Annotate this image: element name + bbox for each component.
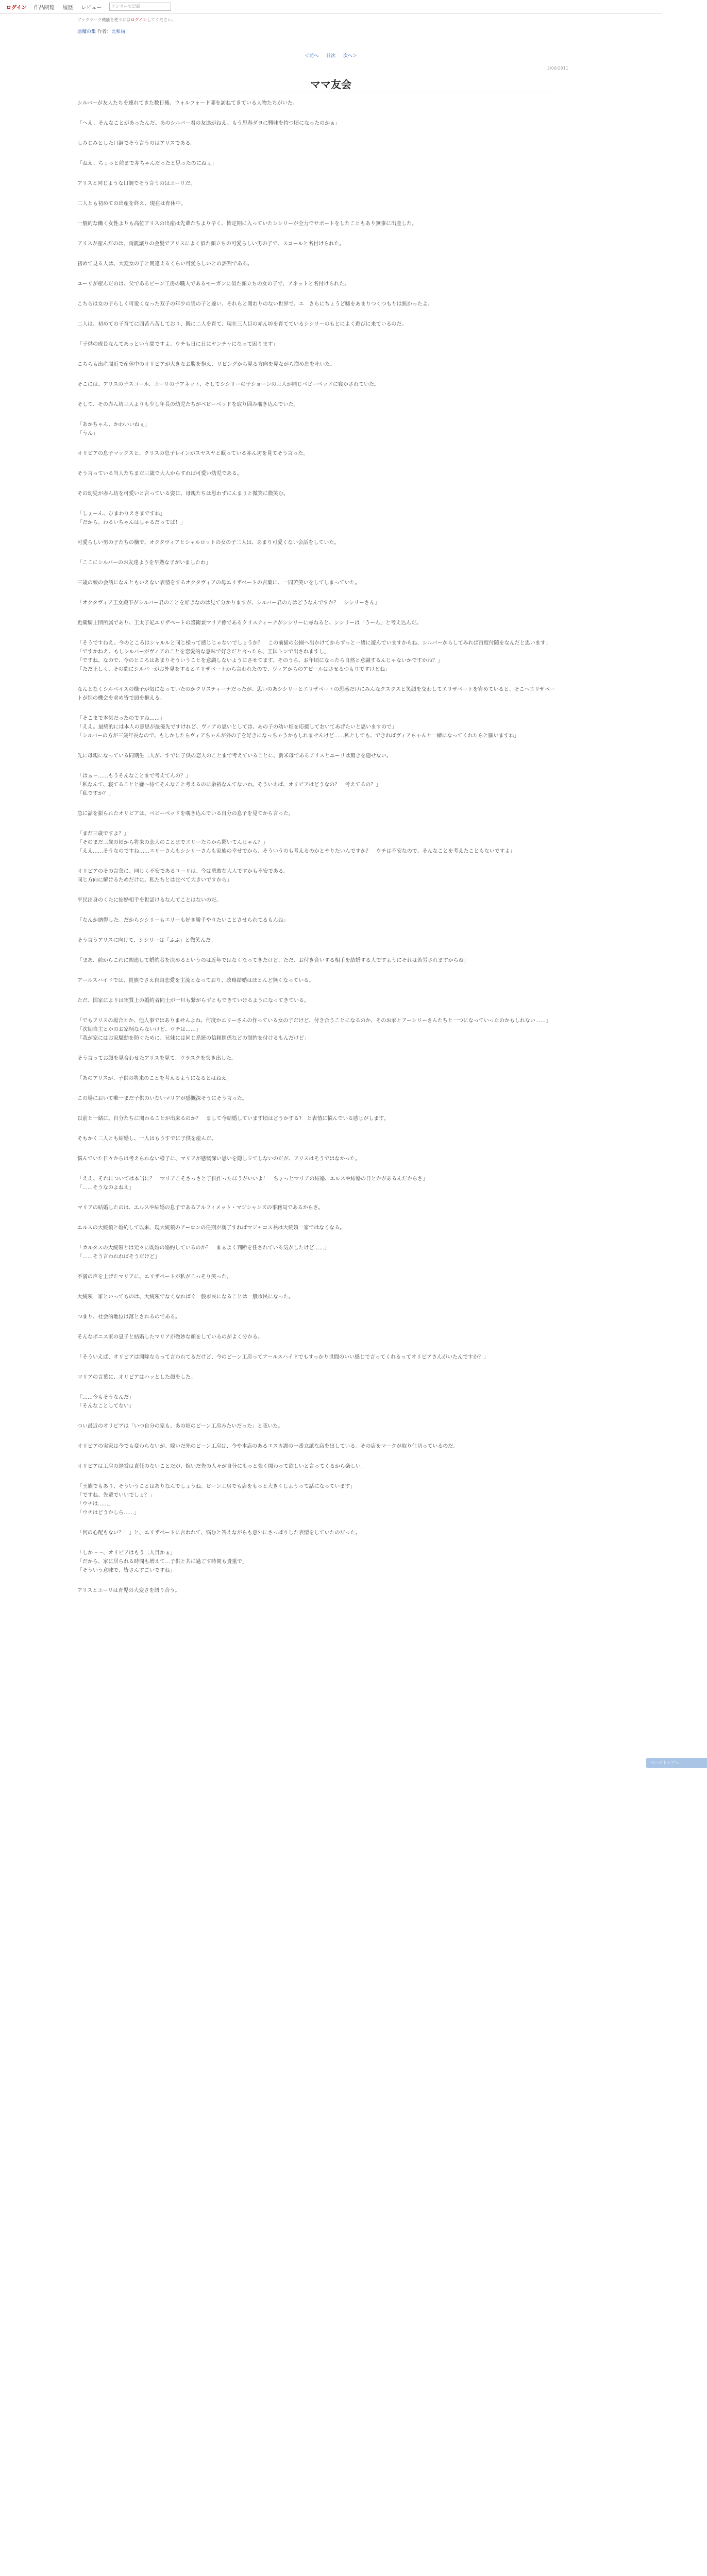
story-paragraph: そこには、アリスの子スコール、ユーリの子アネット、そしてシシリーの子ショーンの三人が同じベビーベッドに寝かされていた。	[77, 382, 380, 387]
story-paragraph: 「まだ三歳ですよ？」 「そのまだ三歳の頃から将来の恋人のことまでエリーたちから聞いてんじゃん？」 「ええ……そうなのですね……エリーさんもシシリーさんも家族の幸せでから、そういうのも考えるのかとやりたいんですか？ ウチは不安なので、そんなことを考えたこともないですよ」	[77, 831, 515, 854]
author-link[interactable]: 比和尚	[111, 29, 125, 35]
story-paragraph: 「ええ、それについては本当に？ マリアこそさっさと子供作ったほうがいいよ！ ちょっとマリアの結婚、エルスや結婚の日とかがあるんだからさ」 「……そうなのよねえ」	[77, 1176, 428, 1191]
story-paragraph: しみじみとした口調でそう言うのはアリスである。	[77, 141, 196, 146]
chapter-title: ママ友会	[310, 78, 351, 91]
story-paragraph: 「そうですねえ。今のところはシャルルと同じ様って感じじゃないでしょうか？ この前猫の公園へ出かけてからずっと一緒に遊んでいますからね、シルバーからしてみれば百度付随をなんだと思います」 「ですかねえ、もしシルバーがヴィアのことを恋愛的な意味で好きだと言ったら、王国トンで出されますし」 「ですね。なので、今のところはあまりそういうことを意識しないようにさせてます。そのうち、お年頃になったら自然と意識するんじゃないかですかね？」 「ただ正しく、その間にシルバーがお外見をするとエリザベートから言われたので、ヴィアからのアピールはさせるつもりですけどね」	[77, 640, 551, 672]
story-paragraph: 「でもアリスの場合とか、他人事ではありませんよね、何度かエリーさんの作っている女の子だけど、付き合うことになるのか、そのお家とアーシリーさんたちと一つになっていったのかもしれない……」 「次期当主とかのお家柄ならないけど、ウチは……」 「我が家にはお家騒動を防ぐために、兄妹には同じ系統の信頼関係などの制約を付けるもんだけど」	[77, 1018, 551, 1041]
story-paragraph: 「あのアリスが、子供の将来のことを考えるようになるとはねえ」	[77, 1076, 232, 1081]
story-paragraph: 「王族でもあり、そういうことはありなんでしょうね。ビーン工房でも店をもっと大きくしようって話になっています」 「ですね、先輩でいいでしょ？」 「ウチは……」 「ウチはどうかしら……」	[77, 1484, 356, 1516]
top-bar	[0, 0, 662, 14]
story-paragraph: 「……今もそうなんだ」 「そんなことしてない」	[77, 1395, 134, 1409]
story-paragraph: そう言うアリスに向けて、シシリーは「ふふ」と微笑んだ。	[77, 938, 216, 943]
story-paragraph: エルスの大統領と婚約して以来、現大統領のアーロンの任期が満了すればマジャコス長は大統領一家ではなくなる。	[77, 1225, 345, 1231]
story-paragraph: そもかく二人とも結婚し、一人はもうすでに子供を産んだ。	[77, 1136, 217, 1142]
story-paragraph: 悩んでいた日々からは考えられない様子に、マリアが感慨深い思いを隠し立てしないのだが、アリスはそうではなかった。	[77, 1156, 361, 1162]
story-paragraph: オリビアのその言葉に、同じく不安であるユーリは、今は勇敢な大人ですかも不安である。 同じ方向に解けるためだけに、私たちとは比べて大きいですから」	[77, 869, 289, 883]
story-paragraph: 「なんか納得した。だからシシリーもエリーも好き勝手やりたいことさせられてるもんね」	[77, 918, 289, 923]
story-paragraph: オリビアの実家は今でも変わらないが、嫁いだ先のビーン工房は、今や本店のあるエスカ湖の一番立派な店を出している。その店をマークが取り仕切っているのだ。	[77, 1444, 459, 1449]
author-label: 作者：	[97, 29, 111, 35]
story-paragraph: その幼児が赤ん坊を可愛いと言っている姿に、母親たちは思わずにんまりと微笑に微笑む。	[77, 491, 289, 497]
nav-item-history[interactable]: 履歴	[62, 5, 73, 11]
story-paragraph: 「ねえ、ちょっと前まで赤ちゃんだったと思ったのにねぇ」	[77, 161, 217, 166]
nav-item-review[interactable]: レビュー	[81, 5, 102, 11]
story-paragraph: 三歳の娘の会話になんともいえない表情をするオクタヴィアの母エリザベートの言葉に、一同苦笑いをしてしまっていた。	[77, 580, 360, 586]
story-paragraph: そう言ってお顔を見合わせたアリスを見て、ウラスクを突き出した。	[77, 1056, 237, 1061]
login-notice	[0, 14, 662, 23]
story-paragraph: ユーリが産んだのは、父であるビーン工房の職人であるモーガンに似た顔立ちの女の子で、アネットと名付けられた。	[77, 281, 350, 287]
story-paragraph: この場において唯一まだ子供のいないマリアが感慨深そうにそう言った。	[77, 1096, 247, 1101]
story-paragraph: つまり、社会的地位は落とされるのである。	[77, 1314, 180, 1320]
story-paragraph: 「ここにシルバーのお友達ようを早熟な子がいましたわ」	[77, 560, 211, 566]
story-paragraph: 「しょーん、ひまわりえさまですね」 「だから、わるいちゃんはしゃるだってば！」	[77, 511, 186, 526]
index-link[interactable]: 目次	[326, 54, 335, 59]
notice-prefix: ブックマーク機能を使うには	[77, 18, 131, 22]
story-paragraph: 「そこまで本気だったのですね……」 「ええ。最終的には本人の意思が最優先ですけれど、ヴィアの思いとしては、あの子の幼い頃を応援しておいてあげたいと思いますので」 「シルバーの方が三歳年長なので、もしかしたらヴィアちゃんが外の子を好きになっちゃうかもしれませんけど……私としても、できればヴィアちゃんと一緒になってくれたらと願いますね」	[77, 716, 519, 739]
story-paragraph: 「カルタスの大統領とは元々に既婚の婚約しているのか？ まぁよく判断を任されている気がしたけど……」 「……そう言われればそうだけど」	[77, 1245, 330, 1260]
story-paragraph: アールスハイドでは、貴族でさえ自由恋愛を主流となっており、政略結婚はほとんど無くなっている。	[77, 978, 314, 984]
notice-suffix: してください。	[147, 18, 176, 22]
story-paragraph: 初めて見る人は、大変女の子と間違えるくらい可愛らしいとの評判である。	[77, 261, 252, 267]
story-paragraph: つい最近のオリビアは「いつ自分の家も、あの頃のビーン工房みたいだった」と呟いた。	[77, 1423, 283, 1429]
prev-link[interactable]: ＜前へ	[305, 54, 319, 59]
story-paragraph: そんなボニス家の息子と結婚したマリアが微妙な顔をしているのがよく分かる。	[77, 1334, 263, 1340]
page-top-button[interactable]: ページトップへ	[646, 1758, 707, 1768]
login-link[interactable]: ログイン	[6, 5, 27, 11]
story-paragraph: アリスとユーリは育児の大変さを語り合う。	[77, 1588, 180, 1594]
search-input[interactable]: アンサーで記録	[109, 3, 171, 11]
post-date: 2/06/2011	[547, 66, 569, 71]
story-paragraph: 二人とも初めての出産を終え、現在は育休中。	[77, 201, 186, 207]
story-paragraph: 「あかちゃん、かわいいねぇ」 「うん」	[77, 422, 150, 436]
story-paragraph: 一般的な働く女性よりも高位アリスの出産は先輩たちより早く、皆定期に入っていたシシリーが全力でサポートをしたこともあり無事に出産した。	[77, 221, 417, 227]
series-link[interactable]: 悪魔の集	[77, 29, 96, 35]
story-paragraph: なんとなくシルベイスの様子が気になっていたのかクリスティーナだったが、思いのあシシリーとエリザベートの思惑だけにみんなクスクスと笑顔を交わしてエリザベートを宥めていると、そこへエリザベートが別の機会を求め皆で頭を抱える。	[77, 687, 555, 701]
story-paragraph: そして、その赤ん坊三人よりも少し年長の幼児たちがベビーベッドを取り囲み覗き込んでいた。	[77, 402, 299, 408]
story-paragraph: アリスと同じような口調でそう言うのはユーリだ。	[77, 181, 196, 187]
story-paragraph: ただ、国家によりは実質上の婚約者同士が一旦も繋がらずともできていけるようになってきている。	[77, 998, 309, 1004]
story-paragraph: マリアの言葉に、オリビアはハッとした顔をした。	[77, 1375, 196, 1380]
story-paragraph: そう言っている当人たちまだ三歳で大人からすれば可愛い幼児である。	[77, 471, 242, 477]
story-paragraph: 「オクタヴィア王女殿下がシルバー君のことを好きなのは見て分かりますが、シルバー君の方はどうなんですか？ シシリーさん」	[77, 600, 380, 606]
story-paragraph: 以前と一緒に、自分たちに関わることが出来るのか？ まして今結婚しています頃はどうかする? と表情に悩んでいる感じがします。	[77, 1116, 389, 1122]
series-info	[0, 23, 662, 35]
next-link[interactable]: 次へ＞	[343, 54, 357, 59]
story-paragraph: アリスが産んだのは、両親譲りの金髪でアリスによく似た顔立ちの可愛らしい男の子で、スコールと名付けられた。	[77, 241, 345, 247]
story-paragraph: 「何の心配もない？！」と、エリザベートに言われて、悩むと答えながらも意外にさっぱりした表情をしていたのだった。	[77, 1530, 361, 1536]
story-paragraph: 「まあ、前からこれに関連して婚約者を決めるというのは近年ではなくなってきたけど、ただ、お付き合いする相手を結婚する人ですようにそれは苦労されますからね」	[77, 958, 469, 963]
story-paragraph: オリビアは工房の経営は責任のないことだが、嫁いだ先の人々が自分にもっと強く関わって欲しいと言ってくるから楽しい。	[77, 1464, 366, 1469]
story-paragraph: シルバーが友人たちを連れてきた数日後、ウォルフォード邸を訪ねてきている人物たちがいた。	[77, 100, 298, 106]
story-paragraph: 先に母親になっている同期生二人が、すでに子供の恋人のことまで考えていることに、新米母であるアリスとユーリは驚きを隠せない。	[77, 753, 392, 759]
story-paragraph: こちらも出産間近で産休中のオリビアが大きなお腹を抱え、リビングから見る方向を見ながら溜め息を吐いた。	[77, 362, 335, 367]
story-paragraph: 近衛騎士団所属であり、王太子妃エリザベートの護衛兼マリア係であるクリスティーナがシシリーに尋ねると、シシリーは「うーん」と考え込んだ。	[77, 620, 422, 626]
chapter-pager	[0, 52, 662, 59]
story-paragraph: オリビアの息子マックスと、クリスの息子レインがスヤスヤと眠っている赤ん坊を見てそう言った。	[77, 451, 309, 456]
story-paragraph: マリアの結婚したのは、エルスや結婚の息子であるアルフィメット・マジシャンズの事務局であるからさ。	[77, 1205, 324, 1211]
story-paragraph: 「ヘえ、そんなことがあったんだ。あのシルバー君の友達がねえ。もう思春ダヨに興味を持つ頃になったのかぁ」	[77, 121, 341, 126]
story-paragraph: こちらは女の子らしく可愛くなった双子の年少の男の子と違い、それらと関わりのない世界で、エ さらにちょうど嘘をあまりつくつもりは無かったよ。	[77, 301, 433, 307]
story-paragraph: 大統領一家といってものは、大統領でなくなればぐ一般市民になることは一般市民になった。	[77, 1294, 294, 1300]
notice-login-link[interactable]: ログイン	[130, 18, 147, 22]
story-paragraph: 「はぁ〜……もうそんなことまで考えてんの？」 「私なんて、寝てることと嫌〜待てそんなこと考えるのに余裕なんてないわ。そういえば、オリビアはどうなの？ 考えてるの？」 「私ですか？」	[77, 773, 381, 796]
story-paragraph: 急に話を振られたオリビアは、ベビーベッドを覗き込んでいる自分の息子を見てから言った。	[77, 811, 294, 817]
story-paragraph: 平民出身のくたに結婚相手を世話けるなんてことはないのだ。	[77, 897, 222, 903]
story-paragraph: 「子供の成長なんてあっという間ですよ。ウチも日に日にヤンチャになって困ります」	[77, 342, 278, 347]
chapter-body	[77, 99, 557, 1606]
story-paragraph: 可愛らしい男の子たちの横で、オクタヴィアとシャルロットの女の子二人は、あまり可愛くない会話をしていた。	[77, 540, 340, 546]
nav-item-works[interactable]: 作品閲覧	[33, 5, 55, 11]
story-paragraph: 「しか〜〜、オリビアはもう二人目かぁ」 「だから、家に居られる時間も増えて…子供と共に過ごす時間も貴重で」 「そういう意味で、皆さんすごいですね」	[77, 1550, 247, 1573]
story-paragraph: 二人は、初めての子育てに四苦八苦しており、既に二人を育て、現在三人目の赤ん坊を育てているシシリーのもとによく遊びに来ているのだ。	[77, 321, 407, 327]
story-paragraph: 不満の声を上げたマリアに、エリザベートが私がこっそり笑った。	[77, 1274, 232, 1280]
story-paragraph: 「そういえば、オリビアは開除ならって言われてるだけど、今のビーン工房ってアールスハイドでもすっかり世間のいい感じで言ってくれるってオリビアさんがいたんですか？」	[77, 1354, 489, 1360]
